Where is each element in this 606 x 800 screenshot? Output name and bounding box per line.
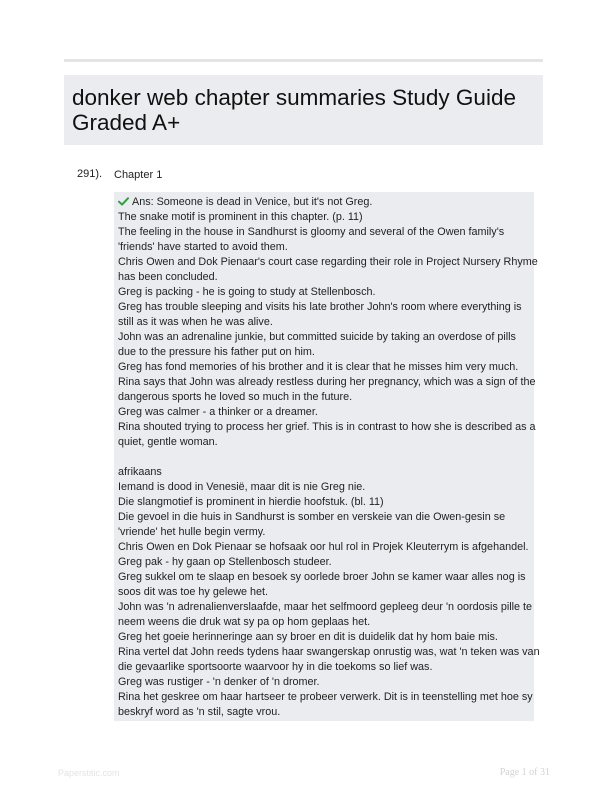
answer-line xyxy=(118,525,534,540)
answer-line-text: Greg has trouble sleeping and visits his late brother John's room where everything is xyxy=(118,301,522,313)
answer-line xyxy=(118,450,534,465)
answer-line-text: due to the pressure his father put on him. xyxy=(118,346,315,358)
answer-line xyxy=(118,705,534,720)
answer-line-text: Rina het geskree om haar hartseer te probeer verwerk. Dit is in teenstelling met hoe sy xyxy=(118,691,533,703)
answer-line xyxy=(118,255,538,270)
answer-line-text: Greg het goeie herinneringe aan sy broer en dit is duidelik dat hy hom baie mis. xyxy=(118,631,498,643)
question-number: 291). xyxy=(77,168,103,180)
answer-line-text: dangerous sports he loved so much in the future. xyxy=(118,391,353,403)
answer-line-text: afrikaans xyxy=(118,466,162,478)
document-title-box xyxy=(64,75,543,145)
answer-line-text: quiet, gentle woman. xyxy=(118,436,218,448)
answer-line-text: soos dit was toe hy gelewe het. xyxy=(118,586,269,598)
answer-line-text: has been concluded. xyxy=(118,271,218,283)
answer-line xyxy=(118,375,534,390)
answer-line xyxy=(118,240,534,255)
footer-page-number: Page 1 of 31 xyxy=(499,767,550,778)
answer-line-text: 'friends' have started to avoid them. xyxy=(118,241,288,253)
answer-line-text: Chris Owen and Dok Pienaar's court case regarding their role in Project Nursery Rhyme xyxy=(118,256,538,268)
answer-line-text: die gevaarlike sportsoorte waarvoor hy in die toekoms so lief was. xyxy=(118,661,433,673)
answer-line xyxy=(118,645,540,660)
checkmark-icon xyxy=(118,197,129,206)
answer-line xyxy=(118,360,534,375)
answer-line-text: Greg is packing - he is going to study at Stellenbosch. xyxy=(118,286,376,298)
answer-line-text: 'vriende' het hulle begin vermy. xyxy=(118,526,266,538)
answer-line xyxy=(118,630,534,645)
answer-line xyxy=(118,690,534,705)
answer-line xyxy=(118,300,534,315)
answer-line-text: Greg has fond memories of his brother and it is clear that he misses him very much. xyxy=(118,361,519,373)
answer-line xyxy=(118,600,534,615)
answer-line-text: The snake motif is prominent in this chapter. (p. 11) xyxy=(118,211,363,223)
answer-line-text: Chris Owen en Dok Pienaar se hofsaak oor hul rol in Projek Kleuterrym is afgehandel. xyxy=(118,541,529,553)
answer-line-text: Rina shouted trying to process her grief. This is in contrast to how she is described as a xyxy=(118,421,536,433)
answer-line xyxy=(118,540,534,555)
answer-line-text: Die slangmotief is prominent in hierdie hoofstuk. (bl. 11) xyxy=(118,496,384,508)
answer-line xyxy=(118,585,534,600)
answer-line-text: John was an adrenaline junkie, but committed suicide by taking an overdose of pills xyxy=(118,331,516,343)
answer-line xyxy=(118,465,534,480)
answer-line xyxy=(118,420,534,435)
answer-line xyxy=(118,615,534,630)
answer-line xyxy=(118,210,534,225)
answer-line-text: Iemand is dood in Venesië, maar dit is nie Greg nie. xyxy=(118,481,366,493)
answer-line-text: John was 'n adrenalienverslaafde, maar het selfmoord gepleeg deur 'n oordosis pille te xyxy=(118,601,533,613)
answer-line-text: The feeling in the house in Sandhurst is gloomy and several of the Owen family's xyxy=(118,226,505,238)
answer-line xyxy=(118,285,534,300)
answer-line xyxy=(118,315,534,330)
answer-first-line xyxy=(118,195,534,210)
answer-line xyxy=(118,405,534,420)
answer-line-text: beskryf word as 'n stil, sagte vrou. xyxy=(118,706,281,718)
answer-line-text: Ans: Someone is dead in Venice, but it's not Greg. xyxy=(132,196,373,208)
answer-line-text: Die gevoel in die huis in Sandhurst is somber en verskeie van die Owen-gesin se xyxy=(118,511,506,523)
answer-line-text: Greg was calmer - a thinker or a dreamer. xyxy=(118,406,318,418)
answer-line xyxy=(118,270,534,285)
answer-line xyxy=(118,390,534,405)
answer-line xyxy=(118,675,534,690)
document-title-line-2: Graded A+ xyxy=(72,110,181,135)
answer-line xyxy=(118,345,534,360)
answer-line-text: neem weens die druk wat sy pa op hom geplaas het. xyxy=(118,616,371,628)
answer-line-text: Rina says that John was already restless during her pregnancy, which was a sign of the xyxy=(118,376,536,388)
answer-line-text: Rina vertel dat John reeds tydens haar swangerskap onrustig was, wat 'n teken was van xyxy=(118,646,540,658)
answer-line xyxy=(118,330,534,345)
footer-site-watermark: Paperstitic.com xyxy=(58,768,120,778)
question-text: Chapter 1 xyxy=(114,169,163,181)
answer-line xyxy=(118,480,534,495)
answer-line-text: still as it was when he was alive. xyxy=(118,316,273,328)
answer-line xyxy=(118,435,534,450)
answer-box xyxy=(114,192,540,721)
answer-line xyxy=(118,555,534,570)
answer-line xyxy=(118,660,534,675)
answer-line xyxy=(118,570,534,585)
answer-line-text: Greg was rustiger - 'n denker of 'n dromer. xyxy=(118,676,320,688)
top-divider xyxy=(64,59,543,62)
answer-line-text: Greg sukkel om te slaap en besoek sy oorlede broer John se kamer waar alles nog is xyxy=(118,571,526,583)
document-title-line-1: donker web chapter summaries Study Guide xyxy=(72,85,516,110)
answer-line xyxy=(118,510,534,525)
answer-line xyxy=(118,225,534,240)
answer-line xyxy=(118,495,534,510)
answer-line-text: Greg pak - hy gaan op Stellenbosch studeer. xyxy=(118,556,332,568)
